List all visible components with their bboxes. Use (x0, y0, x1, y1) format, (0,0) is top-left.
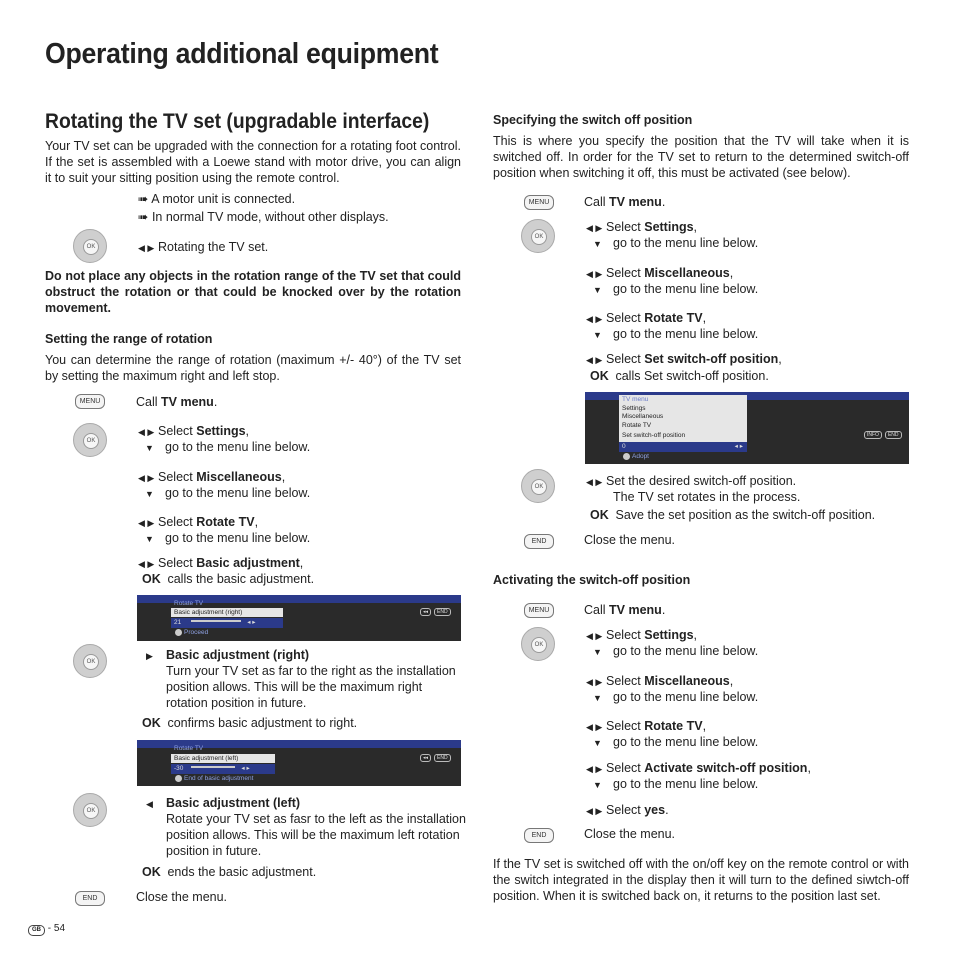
rotating-step: ◀ ▶ Rotating the TV set. (138, 240, 269, 254)
screen-row: Basic adjustment (right) (171, 608, 283, 617)
step-call-menu: Call TV menu. (136, 395, 218, 409)
adjust-bar: 0 ◂ ▸ (619, 442, 747, 452)
step-select-rotate: ◀ ▶ Select Rotate TV, (586, 311, 707, 325)
tv-screen-switchoff (585, 392, 909, 464)
tv-screen-right-adjust (137, 595, 461, 641)
step-close-menu: Close the menu. (136, 890, 228, 904)
step-go-below: ▼ go to the menu line below. (593, 690, 759, 704)
gb-badge: GB (28, 925, 45, 936)
step-select-rotate: ◀ ▶ Select Rotate TV, (586, 719, 707, 733)
step-go-below: ▼ go to the menu line below. (145, 486, 311, 500)
screen-hint: Adopt (623, 453, 649, 460)
left-adjust-heading: ◀ Basic adjustment (left) (146, 796, 301, 810)
ok-joystick-icon: OK (73, 423, 107, 457)
left-right-arrows-icon: ◀ ▶ (138, 559, 155, 569)
step-select-basic: ◀ ▶ Select Basic adjustment, (138, 556, 304, 570)
range-heading: Setting the range of rotation (45, 332, 213, 346)
down-arrow-icon: ▼ (593, 330, 602, 340)
left-right-arrows-icon: ◀ ▶ (586, 355, 603, 365)
ok-joystick-icon: OK (73, 793, 107, 827)
step-go-below: ▼ go to the menu line below. (593, 282, 759, 296)
ok-joystick-icon: OK (521, 627, 555, 661)
tv-screen-left-adjust (137, 740, 461, 786)
pointer-icon: ➠ (138, 192, 152, 206)
range-text: You can determine the range of rotation (maximum +/- 40°) of the TV set by setting the maximum right and left stop. (45, 353, 461, 383)
screen-keys: ◂◂ END (417, 754, 451, 762)
menu-button-icon: MENU (524, 195, 554, 210)
down-arrow-icon: ▼ (145, 489, 154, 499)
step-select-settings: ◀ ▶ Select Settings, (138, 424, 250, 438)
step-close-menu: Close the menu. (584, 827, 676, 841)
ok-icon (175, 775, 182, 782)
menu-row-switchoff: Set switch-off position (622, 432, 686, 439)
ok-joystick-icon: OK (521, 219, 555, 253)
requirement-1: ➠ A motor unit is connected. (138, 192, 296, 206)
step-ok-save: OK Save the set position as the switch-off position. (590, 508, 876, 522)
down-arrow-icon: ▼ (593, 780, 602, 790)
down-arrow-icon: ▼ (593, 285, 602, 295)
right-adjust-text-1: Turn your TV set as far to the right as the installation (166, 664, 456, 678)
left-adjust-ok: OK ends the basic adjustment. (142, 865, 317, 879)
step-go-below: ▼ go to the menu line below. (593, 236, 759, 250)
menu-row-rotate: Rotate TV (622, 422, 652, 429)
left-right-arrows-icon: ◀ ▶ (586, 269, 603, 279)
screen-row: Basic adjustment (left) (171, 754, 275, 763)
page-title: Operating additional equipment (45, 38, 439, 70)
left-right-arrows-icon: ◀ ▶ (138, 427, 155, 437)
intro-text: Your TV set can be upgraded with the connection for a rotating foot control. If the set is assembled with a Loewe stand with motor drive, you can align it to suit your sitting position using the remote control. (45, 139, 461, 185)
adjust-bar: 21 ◂ ▸ (171, 618, 283, 628)
step-ok-set: OK calls Set switch-off position. (590, 369, 769, 383)
end-button-icon: END (524, 534, 554, 549)
down-arrow-icon: ▼ (145, 534, 154, 544)
screen-title: Rotate TV (174, 600, 204, 607)
end-button-icon: END (75, 891, 105, 906)
right-adjust-heading: ▶ Basic adjustment (right) (146, 648, 310, 662)
down-arrow-icon: ▼ (593, 239, 602, 249)
screen-keys: ◂◂ END (417, 608, 451, 616)
warning-text: Do not place any objects in the rotation range of the TV set that could obstruct the rotation or that could be knocked over by the rotation movement. (45, 269, 461, 315)
step-go-below: ▼ go to the menu line below. (593, 735, 759, 749)
menu-row-settings: Settings (622, 405, 646, 412)
step-go-below: ▼ go to the menu line below. (593, 777, 759, 791)
down-arrow-icon: ▼ (593, 647, 602, 657)
left-right-arrows-icon: ◀ ▶ (138, 473, 155, 483)
left-right-arrows-icon: ◀ ▶ (586, 806, 603, 816)
ok-icon (623, 453, 630, 460)
step-close-menu: Close the menu. (584, 533, 676, 547)
step-select-rotate: ◀ ▶ Select Rotate TV, (138, 515, 259, 529)
step-select-settings: ◀ ▶ Select Settings, (586, 628, 698, 642)
left-right-arrows-icon: ◀ ▶ (586, 631, 603, 641)
step-set-desired: ◀ ▶ Set the desired switch-off position. (586, 474, 797, 488)
step-go-below: ▼ go to the menu line below. (145, 531, 311, 545)
screen-title: TV menu (622, 396, 649, 403)
page-footer: GB - 54 (28, 921, 65, 937)
left-adjust-text-1: Rotate your TV set as fasr to the left as the installation (166, 812, 466, 826)
end-button-icon: END (524, 828, 554, 843)
left-adjust-text-3: position in future. (166, 844, 262, 858)
step-select-misc: ◀ ▶ Select Miscellaneous, (586, 674, 734, 688)
switchoff-heading: Specifying the switch off position (493, 113, 693, 127)
ok-joystick-icon: OK (521, 469, 555, 503)
left-right-arrows-icon: ◀ ▶ (586, 477, 603, 487)
left-right-arrows-icon: ◀ ▶ (586, 677, 603, 687)
left-right-arrows-icon: ◀ ▶ (586, 314, 603, 324)
step-go-below: ▼ go to the menu line below. (593, 644, 759, 658)
pointer-icon: ➠ (138, 210, 152, 224)
down-arrow-icon: ▼ (593, 738, 602, 748)
left-adjust-text-2: position allows. This will be the maximum left rotation (166, 828, 460, 842)
ok-joystick-icon: OK (73, 229, 107, 263)
left-right-arrows-icon: ◀ ▶ (138, 243, 155, 253)
final-text: If the TV set is switched off with the on/off key on the remote control or with the switch integrated in the display then it will turn to the defined siwtch-off position. When it is switched back on, it returns to the position last set. (493, 857, 909, 903)
left-right-arrows-icon: ◀ ▶ (586, 764, 603, 774)
step-call-menu: Call TV menu. (584, 603, 666, 617)
requirement-2: ➠ In normal TV mode, without other displays. (138, 210, 389, 224)
menu-row-misc: Miscellaneous (622, 413, 664, 420)
left-right-arrows-icon: ◀ ▶ (138, 518, 155, 528)
ok-joystick-icon: OK (73, 644, 107, 678)
right-adjust-text-2: position allows. This will be the maximum right (166, 680, 423, 694)
step-select-misc: ◀ ▶ Select Miscellaneous, (138, 470, 286, 484)
step-select-yes: ◀ ▶ Select yes. (586, 803, 669, 817)
right-adjust-text-3: rotation position in future. (166, 696, 307, 710)
step-call-menu: Call TV menu. (584, 195, 666, 209)
activating-heading: Activating the switch-off position (493, 573, 691, 587)
screen-hint: Proceed (175, 629, 208, 636)
left-right-arrows-icon: ◀ ▶ (586, 722, 603, 732)
ok-icon (175, 629, 182, 636)
down-arrow-icon: ▼ (145, 443, 154, 453)
menu-button-icon: MENU (75, 394, 105, 409)
right-adjust-ok: OK confirms basic adjustment to right. (142, 716, 358, 730)
step-select-settings: ◀ ▶ Select Settings, (586, 220, 698, 234)
adjust-bar: -30 ◂ ▸ (171, 764, 275, 774)
step-go-below: ▼ go to the menu line below. (593, 327, 759, 341)
step-ok-basic: OK calls the basic adjustment. (142, 572, 315, 586)
step-select-switchoff: ◀ ▶ Select Set switch-off position, (586, 352, 782, 366)
screen-keys: INFO END (861, 431, 902, 439)
left-arrow-icon: ◀ (146, 799, 153, 809)
left-right-arrows-icon: ◀ ▶ (586, 223, 603, 233)
screen-hint: End of basic adjustment (175, 775, 253, 782)
menu-button-icon: MENU (524, 603, 554, 618)
right-arrow-icon: ▶ (146, 651, 153, 661)
step-go-below: ▼ go to the menu line below. (145, 440, 311, 454)
step-set-desired-2: The TV set rotates in the process. (613, 490, 801, 504)
down-arrow-icon: ▼ (593, 693, 602, 703)
step-select-activate: ◀ ▶ Select Activate switch-off position, (586, 761, 811, 775)
screen-title: Rotate TV (174, 745, 204, 752)
section-title: Rotating the TV set (upgradable interface) (45, 110, 430, 133)
step-select-misc: ◀ ▶ Select Miscellaneous, (586, 266, 734, 280)
switchoff-text: This is where you specify the position that the TV will take when it is switched off. In order for the TV set to return to the determined switch-off position when switching it off, this must be activated (see below). (493, 134, 909, 180)
